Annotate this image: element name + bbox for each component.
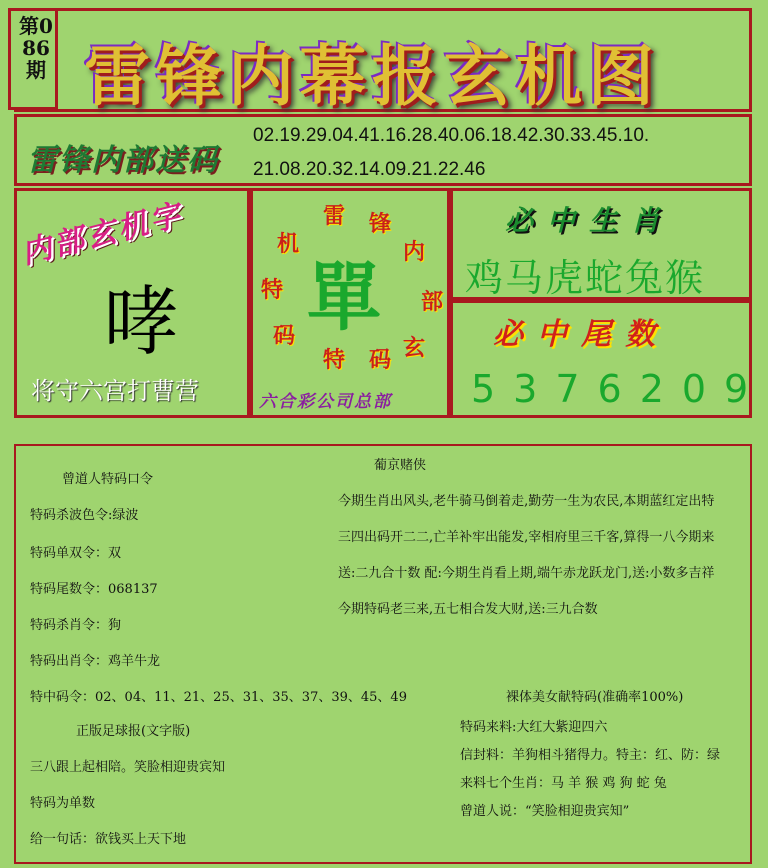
right-line: 来料七个生肖：马 羊 猴 鸡 狗 蛇 兔: [460, 776, 667, 791]
issue-number: 第086期: [19, 14, 53, 82]
left-heading-2: 正版足球报(文字版): [76, 724, 191, 739]
ring-char: 部: [421, 289, 444, 315]
left-heading-1: 曾道人特码口令: [62, 472, 154, 487]
single-char: 單: [307, 255, 381, 341]
ring-char: 玄: [403, 335, 426, 361]
codes-panel: [14, 114, 752, 186]
single-footer: 六合彩公司总部: [259, 392, 392, 412]
zodiac-panel: [450, 188, 752, 300]
ring-char: 码: [273, 323, 296, 349]
codes-line-2: 21.08.20.32.14.09.21.22.46: [253, 159, 486, 180]
tail-title: 必中尾数: [493, 317, 669, 352]
left-line: 三八跟上起相陪。笑脸相迎贵宾知: [30, 760, 226, 775]
tail-panel: [450, 300, 767, 418]
text-panel: [14, 444, 752, 864]
right-line: 今期特码老三来,五七相合发大财,送:三九合数: [338, 602, 598, 617]
codes-line-1: 02.19.29.04.41.16.28.40.06.18.42.30.33.45.10.: [253, 125, 650, 146]
ring-char: 雷: [323, 203, 346, 229]
left-line: 特码单双令：双: [30, 546, 122, 561]
right-line: 今期生肖出风头,老牛骑马倒着走,勤劳一生为农民,本期蓝红定出特: [338, 494, 715, 509]
right-line: 信封料：羊狗相斗猪得力。特主：红、防：绿: [460, 748, 721, 763]
single-panel: [250, 188, 450, 418]
mystery-panel: [14, 188, 250, 418]
issue-panel: [8, 8, 58, 110]
right-line: 曾道人说：“笑脸相迎贵宾知”: [460, 804, 630, 819]
left-line: 特码杀波色令:绿波: [30, 508, 139, 523]
ring-char: 特: [261, 277, 284, 303]
right-line: 送:二九合十数 配:今期生肖看上期,端午赤龙跃龙门,送:小数多吉祥: [338, 566, 715, 581]
ring-char: 内: [403, 239, 426, 265]
left-line: 特码杀肖令：狗: [30, 618, 122, 633]
ring-char: 特: [323, 347, 346, 373]
mystery-title: 内部玄机字: [18, 197, 187, 272]
left-line: 特码出肖令：鸡羊牛龙: [30, 654, 161, 669]
zodiac-title: 必中生肖: [505, 204, 674, 237]
left-line: 特码尾数令：068137: [30, 582, 158, 597]
page-title: 雷锋内幕报玄机图: [84, 37, 660, 115]
ring-char: 机: [277, 231, 300, 257]
right-heading-1: 葡京赌侠: [374, 458, 427, 473]
right-heading-2: 裸体美女献特码(准确率100%): [506, 690, 684, 705]
left-line: 给一句话：欲钱买上天下地: [30, 832, 187, 847]
codes-title: 雷锋内部送码: [27, 143, 219, 178]
left-line: 特中码令：02、04、11、21、25、31、35、37、39、45、49: [30, 690, 407, 705]
zodiac-value: 鸡马虎蛇兔猴: [465, 256, 706, 300]
right-line: 特码来料:大红大紫迎四六: [460, 720, 608, 735]
ring-char: 锋: [369, 211, 392, 237]
mystery-poem: 将守六宫打曹营: [31, 377, 199, 405]
title-panel: [14, 8, 752, 115]
left-line: 特码为单数: [30, 796, 96, 811]
right-line: 三四出码开二二,亡羊补牢出能发,宰相府里三千客,算得一八今期来: [338, 530, 715, 545]
ring-char: 码: [369, 347, 392, 373]
tail-value: 5376209: [471, 367, 767, 411]
mystery-char: 哮: [103, 277, 179, 366]
